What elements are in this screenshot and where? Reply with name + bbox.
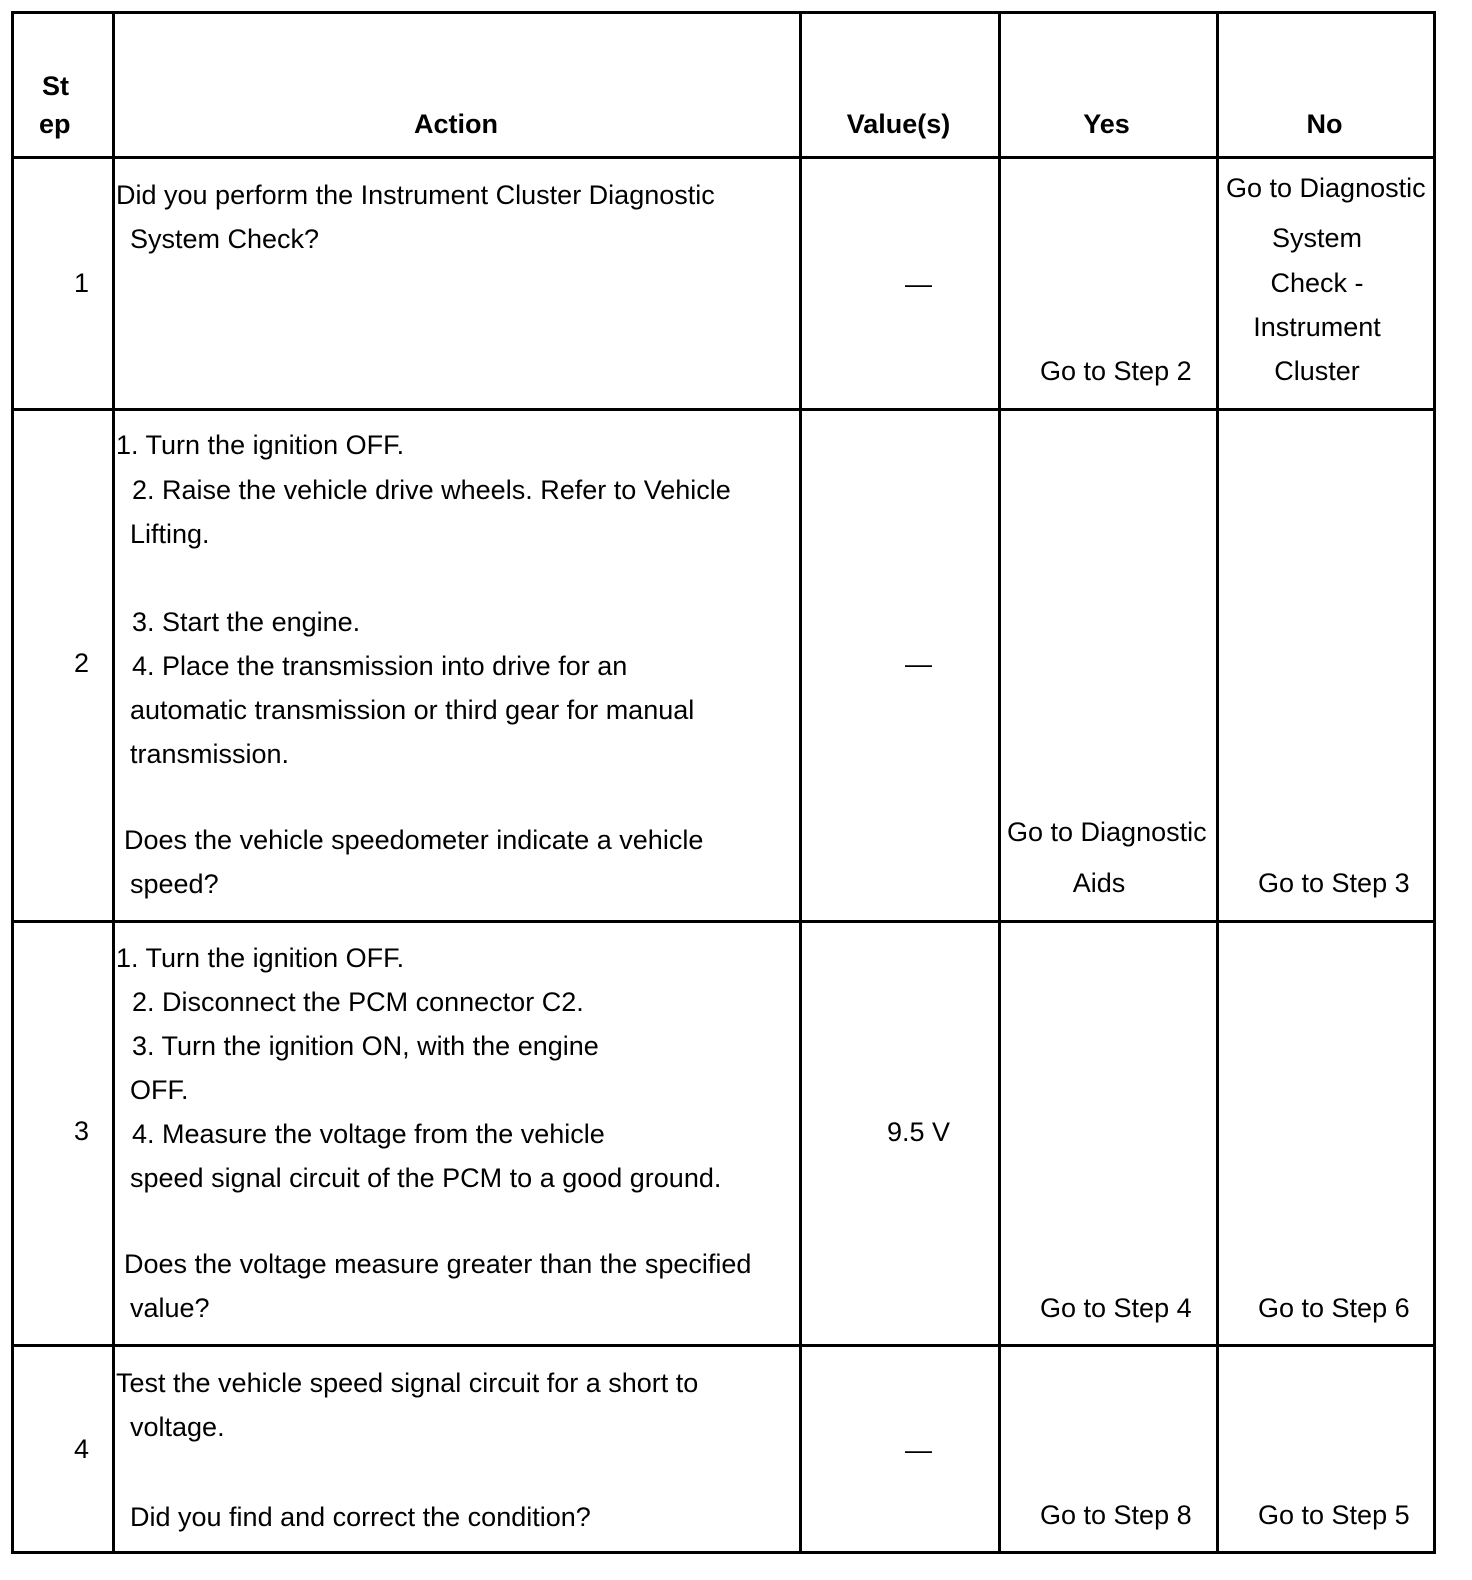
step-number: 2	[74, 648, 90, 678]
value-cell: —	[905, 649, 932, 679]
action-text: voltage.	[130, 1412, 225, 1442]
yes-cell: Go to Step 2	[1040, 356, 1192, 386]
action-text: 3. Turn the ignition ON, with the engine	[132, 1031, 599, 1061]
header-step-line2: ep	[39, 109, 71, 139]
row-divider	[14, 408, 1433, 411]
no-cell: Check -	[1270, 268, 1364, 298]
no-cell: Go to Step 5	[1258, 1500, 1410, 1530]
row-divider	[14, 156, 1433, 159]
no-cell: Go to Diagnostic	[1226, 173, 1426, 203]
step-number: 1	[74, 268, 90, 298]
row-divider	[14, 1344, 1433, 1347]
yes-cell: Go to Step 4	[1040, 1293, 1192, 1323]
action-text: Lifting.	[130, 519, 210, 549]
action-text: Did you find and correct the condition?	[130, 1502, 591, 1532]
step-number: 3	[74, 1116, 90, 1146]
header-values: Value(s)	[846, 109, 951, 139]
action-text: 2. Raise the vehicle drive wheels. Refer to Vehicle	[132, 475, 731, 505]
action-text: Did you perform the Instrument Cluster Diagnostic	[116, 180, 715, 210]
column-divider	[112, 14, 115, 1551]
value-cell: —	[905, 1435, 932, 1465]
row-divider	[14, 920, 1433, 923]
yes-cell: Go to Step 8	[1040, 1500, 1192, 1530]
no-cell: Cluster	[1274, 356, 1360, 386]
header-action: Action	[414, 109, 498, 139]
column-divider	[998, 14, 1001, 1551]
action-text: Does the voltage measure greater than the specified	[124, 1249, 752, 1279]
action-text: value?	[130, 1293, 210, 1323]
no-cell: System	[1271, 223, 1363, 253]
value-cell: —	[905, 269, 932, 299]
action-text: System Check?	[130, 224, 320, 254]
action-text: 1. Turn the ignition OFF.	[116, 430, 405, 460]
action-text: 1. Turn the ignition OFF.	[116, 943, 405, 973]
no-cell: Instrument	[1253, 312, 1381, 342]
header-step-line1: St	[42, 71, 69, 101]
action-text: 4. Place the transmission into drive for an	[132, 651, 628, 681]
action-text: 4. Measure the voltage from the vehicle	[132, 1119, 605, 1149]
column-divider	[799, 14, 802, 1551]
yes-cell: Go to Diagnostic	[1007, 817, 1207, 847]
action-text: speed?	[130, 869, 219, 899]
value-cell: 9.5 V	[886, 1117, 951, 1147]
action-text: OFF.	[130, 1075, 189, 1105]
no-cell: Go to Step 6	[1258, 1293, 1410, 1323]
yes-cell: Aids	[1072, 868, 1126, 898]
step-number: 4	[74, 1434, 90, 1464]
action-text: Does the vehicle speedometer indicate a vehicle	[124, 825, 704, 855]
header-yes: Yes	[1083, 109, 1130, 139]
action-text: automatic transmission or third gear for manual	[130, 695, 695, 725]
action-text: Test the vehicle speed signal circuit for a short to	[116, 1368, 699, 1398]
action-text: 3. Start the engine.	[132, 607, 361, 637]
action-text: speed signal circuit of the PCM to a good ground.	[130, 1163, 722, 1193]
no-cell: Go to Step 3	[1258, 868, 1410, 898]
action-text: transmission.	[130, 739, 290, 769]
header-no: No	[1306, 109, 1343, 139]
action-text: 2. Disconnect the PCM connector C2.	[132, 987, 584, 1017]
